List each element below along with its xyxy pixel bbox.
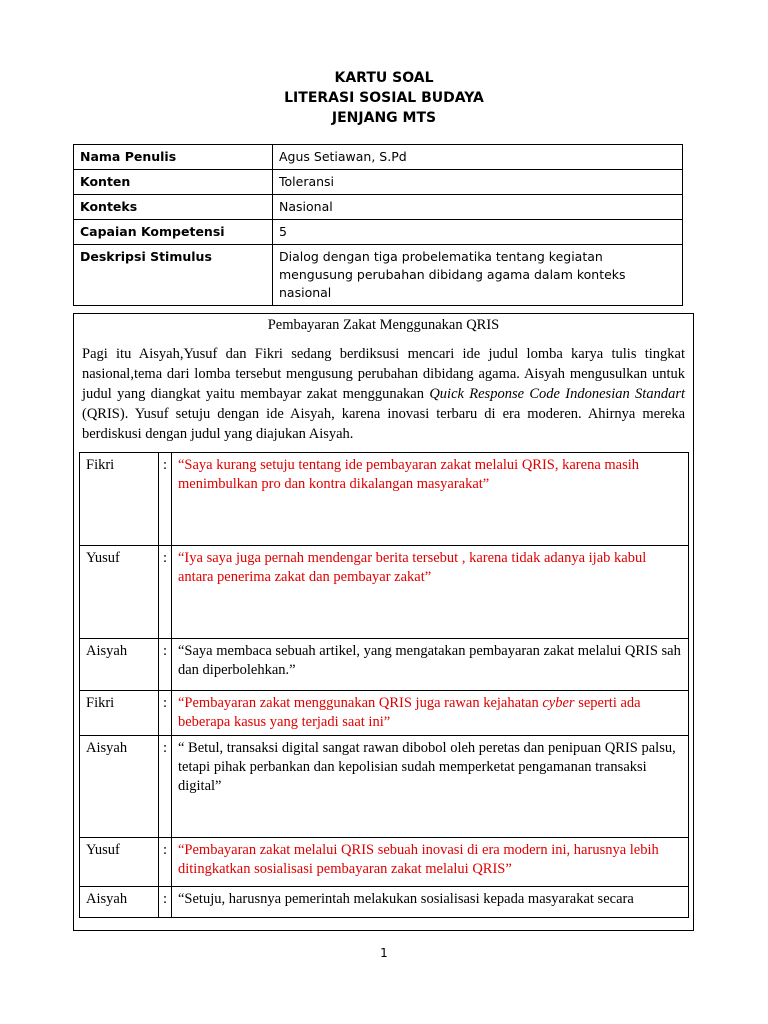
- dialog-row: [80, 546, 689, 639]
- dialog-colon: :: [159, 453, 172, 546]
- meta-row: [74, 245, 683, 306]
- dialog-line: “ Betul, transaksi digital sangat rawan dibobol oleh peretas dan penipuan QRIS palsu, tetapi pihak perbankan dan kepolisian sudah memperketat pengamanan transaksi digital”: [172, 736, 689, 838]
- meta-row: [74, 145, 683, 170]
- meta-value: Agus Setiawan, S.Pd: [273, 145, 683, 170]
- dialog-text: seperti ada beberapa kasus yang terjadi saat ini”: [178, 695, 641, 730]
- document-header: [0, 68, 768, 128]
- meta-label: Nama Penulis: [74, 145, 273, 170]
- dialog-row: [80, 639, 689, 691]
- meta-value: Toleransi: [273, 170, 683, 195]
- stimulus-italic-term: Quick Response Code Indonesian Standart: [429, 386, 685, 402]
- header-subtitle: LITERASI SOSIAL BUDAYA: [284, 90, 484, 106]
- page-number: 1: [380, 946, 388, 960]
- dialog-speaker: Aisyah: [80, 887, 159, 918]
- meta-value: Nasional: [273, 195, 683, 220]
- meta-label: Konteks: [74, 195, 273, 220]
- meta-row: [74, 170, 683, 195]
- dialog-speaker: Aisyah: [80, 736, 159, 838]
- meta-label: Konten: [74, 170, 273, 195]
- dialog-colon: :: [159, 736, 172, 838]
- dialog-italic-term: cyber: [542, 695, 575, 711]
- meta-row: [74, 195, 683, 220]
- header-title: KARTU SOAL: [334, 70, 434, 86]
- dialog-line: “Saya membaca sebuah artikel, yang mengatakan pembayaran zakat melalui QRIS sah dan diperbolehkan.”: [172, 639, 689, 691]
- stimulus-paragraph: [82, 344, 685, 444]
- dialog-line: [172, 691, 689, 736]
- dialog-row: [80, 887, 689, 918]
- dialog-speaker: Yusuf: [80, 838, 159, 887]
- dialog-text: “Pembayaran zakat menggunakan QRIS juga rawan kejahatan: [178, 695, 543, 711]
- dialog-speaker: Fikri: [80, 453, 159, 546]
- dialog-colon: :: [159, 887, 172, 918]
- dialog-colon: :: [159, 639, 172, 691]
- meta-value: 5: [273, 220, 683, 245]
- dialog-line: “Iya saya juga pernah mendengar berita tersebut , karena tidak adanya ijab kabul antara penerima zakat dan pembayar zakat”: [172, 546, 689, 639]
- dialog-line: “Setuju, harusnya pemerintah melakukan sosialisasi kepada masyarakat secara: [172, 887, 689, 918]
- question-card-meta-table: [73, 144, 683, 306]
- dialog-row: [80, 453, 689, 546]
- dialog-row: [80, 736, 689, 838]
- meta-row: [74, 220, 683, 245]
- meta-label: Capaian Kompetensi: [74, 220, 273, 245]
- dialog-colon: :: [159, 691, 172, 736]
- dialog-line: “Pembayaran zakat melalui QRIS sebuah inovasi di era modern ini, harusnya lebih ditingkatkan sosialisasi pembayaran zakat melalui QRIS”: [172, 838, 689, 887]
- dialog-table: [79, 452, 689, 918]
- stimulus-title: Pembayaran Zakat Menggunakan QRIS: [267, 317, 500, 333]
- dialog-speaker: Yusuf: [80, 546, 159, 639]
- dialog-speaker: Aisyah: [80, 639, 159, 691]
- dialog-row: [80, 691, 689, 736]
- stimulus-box: [73, 313, 694, 931]
- dialog-colon: :: [159, 546, 172, 639]
- meta-value: Dialog dengan tiga probelematika tentang kegiatan mengusung perubahan dibidang agama dalam konteks nasional: [273, 245, 683, 306]
- stimulus-text: (QRIS). Yusuf setuju dengan ide Aisyah, karena inovasi terbaru di era moderen. Ahirnya mereka berdiskusi dengan judul yang diajukan Aisyah.: [82, 406, 685, 442]
- meta-label: Deskripsi Stimulus: [74, 245, 273, 306]
- dialog-line: “Saya kurang setuju tentang ide pembayaran zakat melalui QRIS, karena masih menimbulkan pro dan kontra dikalangan masyarakat”: [172, 453, 689, 546]
- dialog-colon: :: [159, 838, 172, 887]
- dialog-row: [80, 838, 689, 887]
- header-level: JENJANG MTS: [331, 110, 437, 126]
- stimulus-text: Pagi itu Aisyah,Yusuf dan Fikri sedang berdiksusi mencari ide judul lomba karya tulis tingkat nasional,tema dari lomba tersebut mengusung perubahan dibidang agama. Aisyah mengusulkan untuk judul yang diangkat yaitu membayar zakat menggunakan: [82, 346, 685, 402]
- dialog-speaker: Fikri: [80, 691, 159, 736]
